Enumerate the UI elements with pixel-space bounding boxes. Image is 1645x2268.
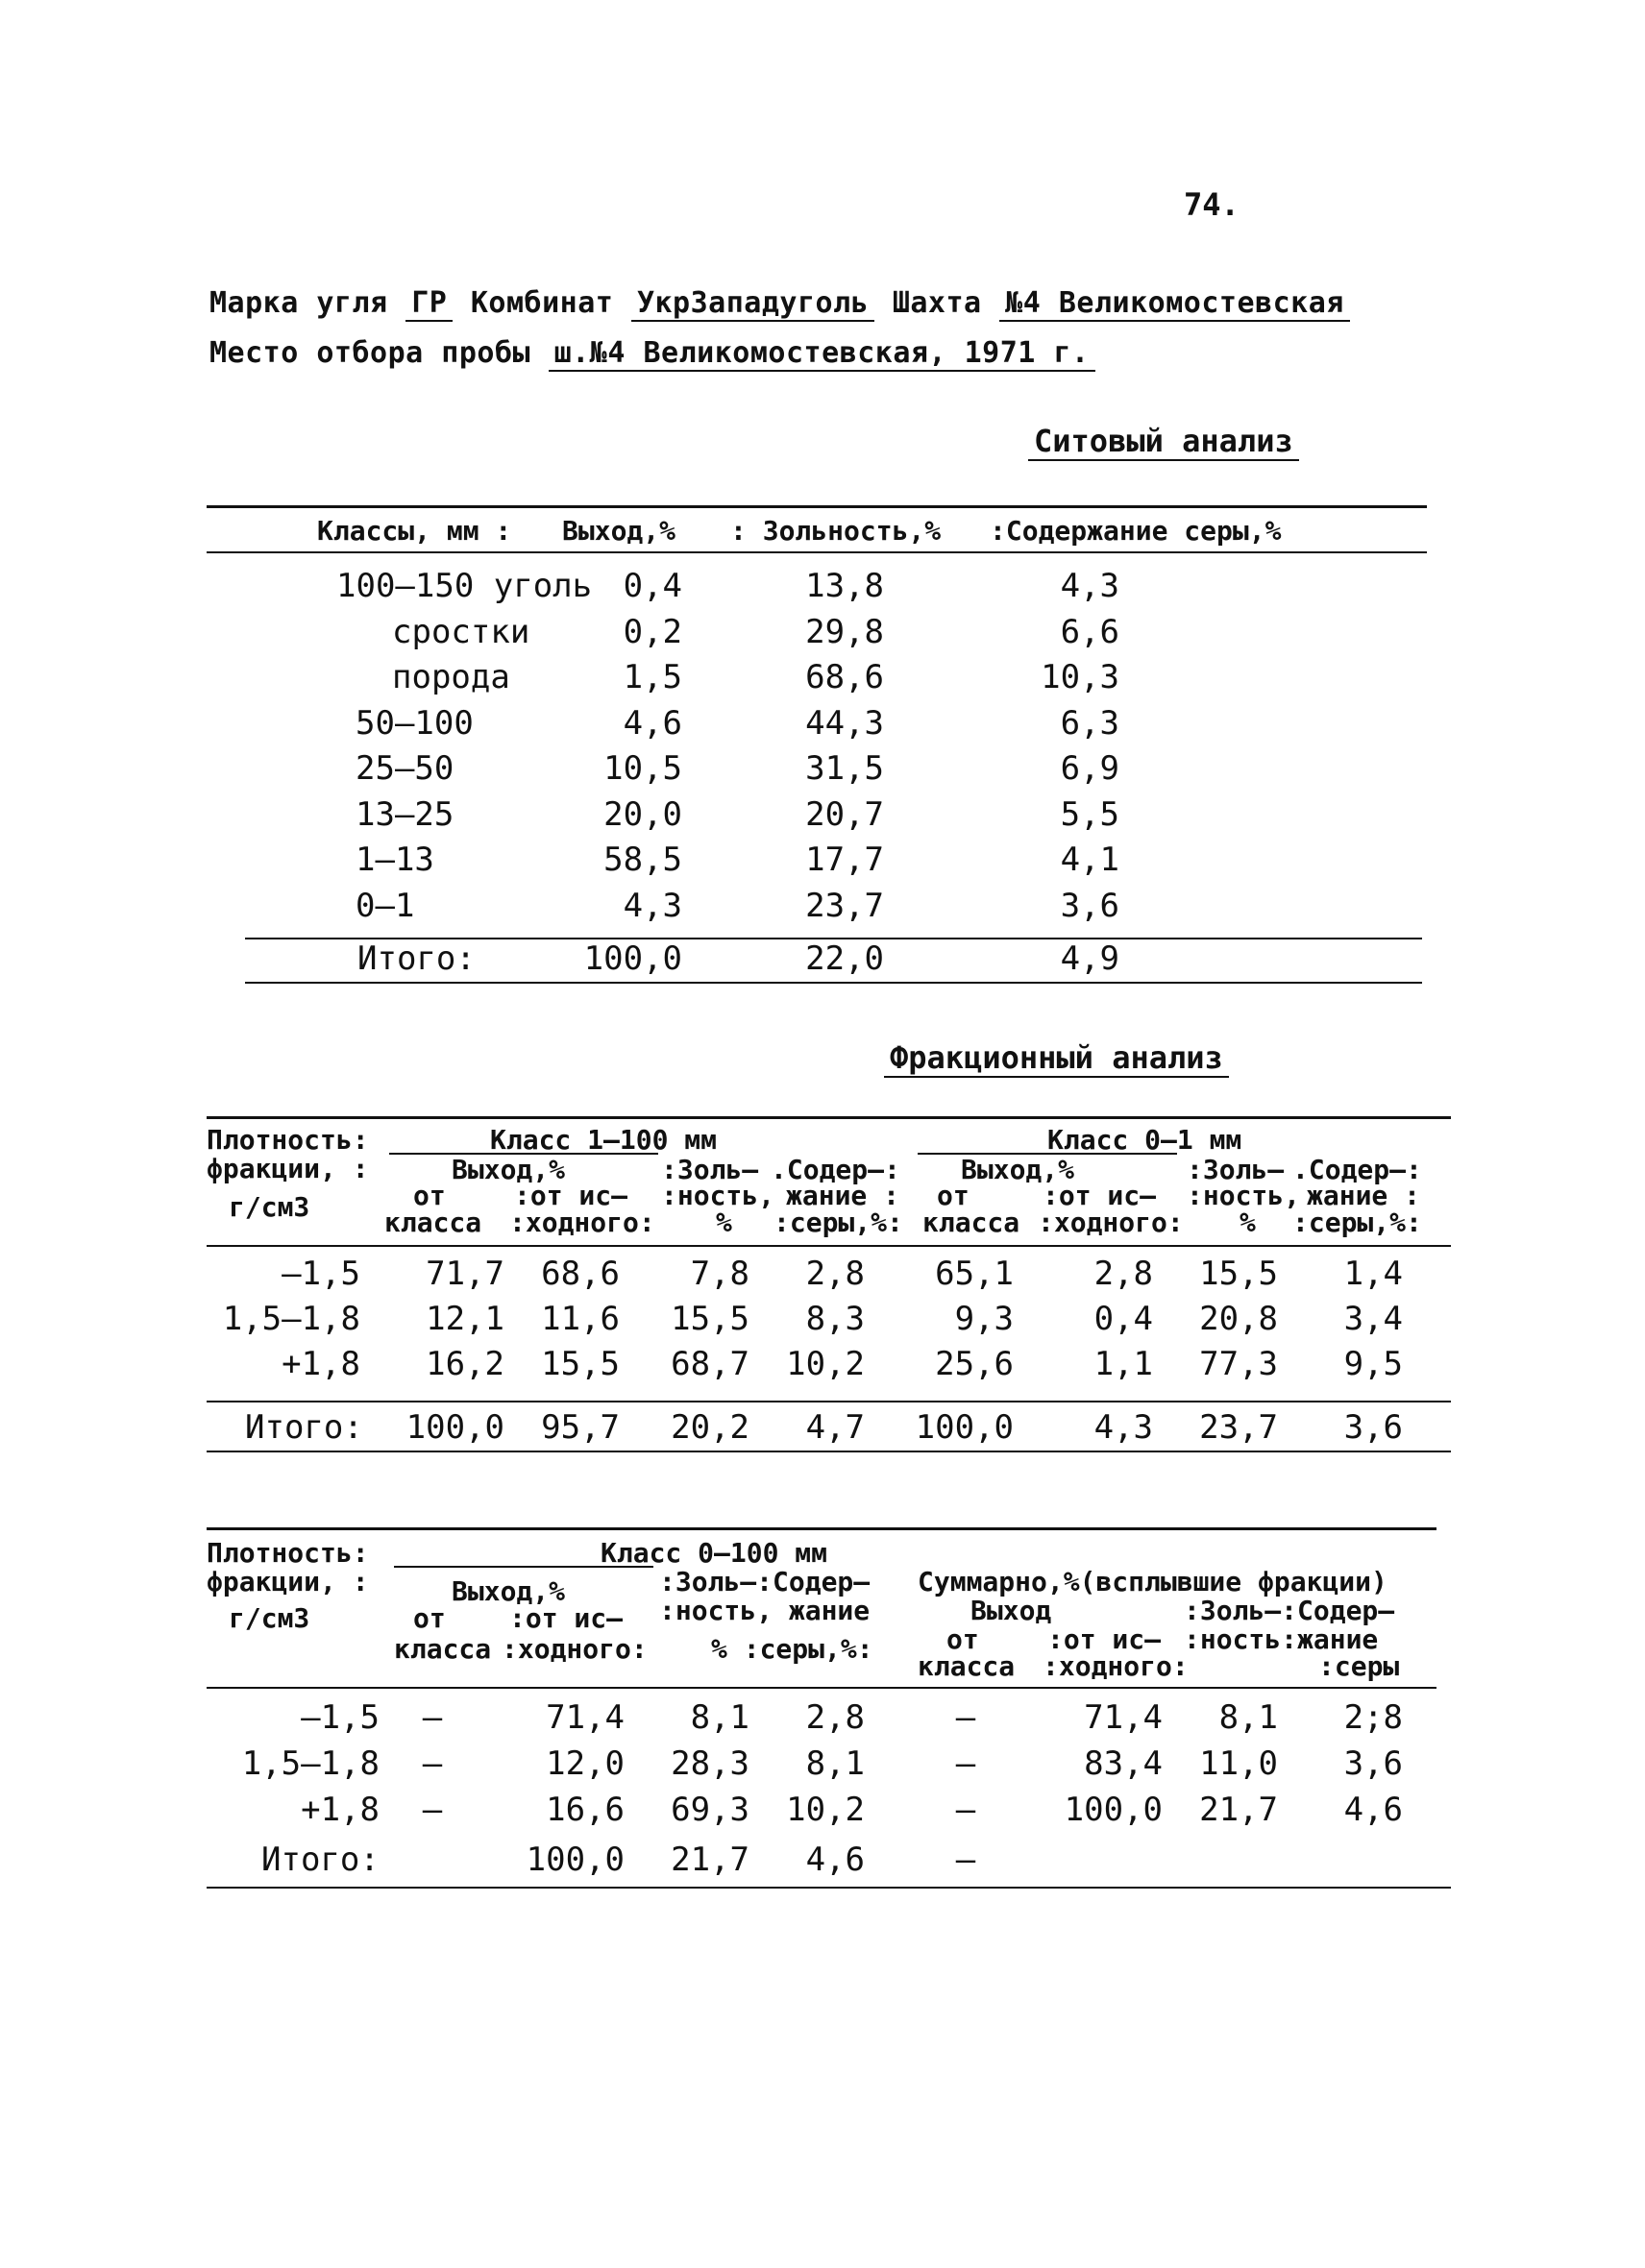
combined-cumulative-head: Суммарно,%(всплывшие фракции): [918, 1566, 1387, 1597]
fraction-density-head-1: Плотность:: [207, 1124, 369, 1156]
sieve-yield-cell: 0,4: [623, 567, 682, 605]
fraction-total-yield-class: 100,0: [405, 1408, 504, 1447]
combined-cum-from-class: от: [946, 1623, 979, 1655]
combined-cum-class-word: класса: [918, 1650, 1016, 1682]
combined-bottom-rule: [207, 1887, 1451, 1889]
combined-cum-yield-source-cell: 83,4: [1084, 1744, 1163, 1783]
combined-density-cell: 1,5–1,8: [241, 1744, 380, 1783]
fraction-total-sulfur: 4,7: [805, 1408, 865, 1447]
sieve-class-cell: порода: [392, 658, 510, 696]
sieve-ash-cell: 44,3: [805, 703, 884, 743]
combined-total-cum: –: [955, 1841, 976, 1879]
combined-total-yield: 100,0: [526, 1841, 625, 1879]
combined-cum-yield-head: Выход: [970, 1595, 1052, 1626]
sieve-bottom-rule: [245, 982, 1422, 984]
sieve-ash-cell: 20,7: [805, 794, 884, 834]
fraction-ash-cell: 68,7: [671, 1345, 749, 1383]
fraction-sulfur-head-1a: .Содер–:: [771, 1154, 900, 1185]
fraction-ash-head-2b: :ность,: [1187, 1180, 1301, 1211]
combined-ash-head-1: :Золь–:Содер–: [659, 1566, 871, 1597]
fraction-class-word-2: класса: [922, 1207, 1020, 1238]
combined-cum-from-source: :от ис–: [1047, 1623, 1162, 1655]
fraction-title: Фракционный анализ: [884, 1039, 1229, 1078]
sieve-yield-cell: 10,5: [603, 749, 682, 788]
sieve-ash-cell: 68,6: [805, 658, 884, 696]
combined-yield-source-cell: 16,6: [546, 1791, 625, 1829]
fraction-from-class-1: от: [413, 1180, 446, 1211]
fraction-density-cell: –1,5: [282, 1255, 360, 1293]
fraction-ash-head-2c: %: [1240, 1207, 1256, 1238]
place-value: ш.№4 Великомостевская, 1971 г.: [549, 336, 1095, 372]
sieve-ash-cell: 29,8: [805, 612, 884, 651]
fraction-ash-cell: 7,8: [690, 1255, 749, 1293]
combined-cum-sulfur-cell: 3,6: [1343, 1744, 1403, 1783]
combine-value: УкрЗападуголь: [631, 286, 874, 322]
combined-yield-class-cell: –: [422, 1698, 443, 1737]
sieve-sulfur-cell: 4,3: [1060, 567, 1119, 605]
fraction-ash-head-1b: :ность,: [661, 1180, 775, 1211]
combined-sulfur-cell: 2,8: [805, 1698, 865, 1737]
sieve-ash-cell: 13,8: [805, 567, 884, 605]
combined-ash-cell: 69,3: [671, 1791, 749, 1829]
fraction-head-rule: [207, 1245, 1451, 1247]
combined-sulfur-cell: 8,1: [805, 1744, 865, 1783]
combined-cum-sulfur-cell: 4,6: [1343, 1791, 1403, 1829]
fraction-total-rule: [207, 1401, 1451, 1402]
fraction-yield-class-cell: 71,7: [426, 1255, 504, 1293]
fraction-ash-2-cell: 77,3: [1199, 1345, 1278, 1383]
fraction-density-head-2: фракции, :: [207, 1153, 369, 1184]
combined-cum-yield-class-cell: –: [955, 1744, 976, 1783]
sieve-class-cell: 1–13: [356, 841, 434, 879]
combined-density-cell: –1,5: [301, 1698, 380, 1737]
brand-value: ГР: [405, 286, 453, 322]
sieve-total-ash: 22,0: [805, 939, 884, 978]
sieve-sulfur-cell: 3,6: [1060, 886, 1119, 925]
mine-label: Шахта: [892, 286, 982, 320]
fraction-total-yield-class-2: 100,0: [915, 1408, 1014, 1447]
combined-from-class: от: [413, 1602, 446, 1634]
fraction-yield2-head: Выход,%: [961, 1154, 1075, 1185]
combined-ash-cell: 8,1: [690, 1698, 749, 1737]
fraction-class2-head: Класс 0–1 мм: [1047, 1124, 1242, 1156]
combined-yield-source-cell: 71,4: [546, 1698, 625, 1737]
sieve-col-sulfur: :Содержание серы,%: [990, 515, 1282, 547]
sieve-ash-cell: 31,5: [805, 749, 884, 788]
combined-cum-cols-2: :ность:жание: [1184, 1623, 1379, 1655]
combined-yield-class-cell: –: [422, 1744, 443, 1783]
fraction-sulfur-cell: 10,2: [786, 1345, 865, 1383]
fraction-ash-head-2a: :Золь–: [1187, 1154, 1285, 1185]
combined-head-rule: [207, 1687, 1436, 1689]
combined-from-source: :от ис–: [509, 1602, 624, 1634]
combined-class-word: класса: [394, 1633, 492, 1665]
fraction-sulfur-head-2a: .Содер–:: [1292, 1154, 1422, 1185]
fraction-sulfur-2-cell: 1,4: [1343, 1255, 1403, 1293]
combined-total-sulfur: 4,6: [805, 1841, 865, 1879]
fraction-ash-cell: 15,5: [671, 1300, 749, 1338]
combined-density-head-3: г/см3: [229, 1602, 310, 1634]
fraction-total-ash: 20,2: [671, 1408, 749, 1447]
fraction-yield-class-cell: 12,1: [426, 1300, 504, 1338]
fraction-yield-source-2-cell: 0,4: [1093, 1300, 1153, 1338]
combined-ash-head-3: % :серы,%:: [711, 1633, 873, 1665]
sieve-class-cell: 100–150 уголь: [336, 567, 593, 605]
fraction-sulfur-cell: 8,3: [805, 1300, 865, 1338]
fraction-density-head-3: г/см3: [229, 1191, 310, 1223]
combined-yield-head: Выход,%: [452, 1575, 566, 1607]
fraction-source-word-1: :ходного:: [509, 1207, 655, 1238]
fraction-yield-class-2-cell: 65,1: [935, 1255, 1014, 1293]
sieve-class-cell: 25–50: [356, 749, 454, 788]
combined-cum-yield-source-cell: 100,0: [1064, 1791, 1163, 1829]
fraction-sulfur-cell: 2,8: [805, 1255, 865, 1293]
sieve-ash-cell: 17,7: [805, 841, 884, 879]
sieve-total-label: Итого:: [357, 939, 476, 978]
combined-class-head: Класс 0–100 мм: [601, 1537, 828, 1569]
sieve-class-cell: сростки: [392, 612, 530, 651]
combined-cum-source-word: :ходного:: [1043, 1650, 1189, 1682]
combined-cum-yield-source-cell: 71,4: [1084, 1698, 1163, 1737]
combined-top-rule: [207, 1527, 1436, 1530]
combined-cum-cols-3: :серы: [1318, 1650, 1400, 1682]
combined-source-word: :ходного:: [502, 1633, 648, 1665]
sieve-title: Ситовый анализ: [1028, 423, 1299, 461]
fraction-sulfur-head-1c: :серы,%:: [773, 1207, 903, 1238]
combine-label: Комбинат: [470, 286, 614, 320]
fraction-yield-source-2-cell: 2,8: [1093, 1255, 1153, 1293]
fraction-yield-source-cell: 68,6: [541, 1255, 620, 1293]
sieve-sulfur-cell: 5,5: [1060, 794, 1119, 834]
place-label: Место отбора пробы: [209, 336, 531, 370]
sieve-class-cell: 0–1: [356, 886, 415, 925]
fraction-bottom-rule: [207, 1451, 1451, 1452]
fraction-ash-head-1c: %: [716, 1207, 732, 1238]
sieve-yield-cell: 0,2: [623, 612, 682, 651]
sieve-sulfur-cell: 6,6: [1060, 612, 1119, 651]
combined-cum-yield-class-cell: –: [955, 1698, 976, 1737]
combined-total-ash: 21,7: [671, 1841, 749, 1879]
mine-value: №4 Великомостевская: [999, 286, 1350, 322]
fraction-density-cell: 1,5–1,8: [222, 1300, 360, 1338]
fraction-yield-source-cell: 11,6: [541, 1300, 620, 1338]
fraction-sulfur-head-2b: жание :: [1307, 1180, 1421, 1211]
combined-ash-head-2: :ность, жание: [659, 1595, 871, 1626]
combined-yield-source-cell: 12,0: [546, 1744, 625, 1783]
header-line-1: [209, 286, 1350, 320]
fraction-ash-head-1a: :Золь–: [661, 1154, 759, 1185]
sieve-yield-cell: 4,6: [623, 703, 682, 743]
fraction-top-rule: [207, 1116, 1451, 1119]
combined-cum-cols-1: :Золь–:Содер–: [1184, 1595, 1395, 1626]
sieve-sulfur-cell: 6,9: [1060, 749, 1119, 788]
fraction-sulfur-2-cell: 3,4: [1343, 1300, 1403, 1338]
combined-cum-yield-class-cell: –: [955, 1791, 976, 1829]
fraction-total-sulfur-2: 3,6: [1343, 1408, 1403, 1447]
sieve-yield-cell: 1,5: [623, 658, 682, 696]
fraction-yield-class-2-cell: 25,6: [935, 1345, 1014, 1383]
fraction-yield-class-cell: 16,2: [426, 1345, 504, 1383]
combined-density-head-2: фракции, :: [207, 1566, 369, 1597]
brand-label: Марка угля: [209, 286, 388, 320]
fraction-ash-2-cell: 15,5: [1199, 1255, 1278, 1293]
fraction-total-label: Итого:: [245, 1408, 363, 1447]
fraction-density-cell: +1,8: [282, 1345, 360, 1383]
fraction-class1-head: Класс 1–100 мм: [490, 1124, 718, 1156]
fraction-ash-2-cell: 20,8: [1199, 1300, 1278, 1338]
sieve-sulfur-cell: 10,3: [1041, 658, 1119, 696]
combined-total-label: Итого:: [261, 1841, 380, 1879]
combined-cum-sulfur-cell: 2;8: [1343, 1698, 1403, 1737]
combined-density-head-1: Плотность:: [207, 1537, 369, 1569]
sieve-sulfur-cell: 6,3: [1060, 703, 1119, 743]
fraction-from-class-2: от: [937, 1180, 970, 1211]
sieve-head-rule: [207, 551, 1427, 553]
sieve-yield-cell: 20,0: [603, 794, 682, 834]
combined-ash-cell: 28,3: [671, 1744, 749, 1783]
sieve-class-cell: 50–100: [356, 703, 474, 743]
sieve-sulfur-cell: 4,1: [1060, 841, 1119, 879]
fraction-yield1-head: Выход,%: [452, 1154, 566, 1185]
combined-cum-ash-cell: 11,0: [1199, 1744, 1278, 1783]
fraction-yield-source-cell: 15,5: [541, 1345, 620, 1383]
fraction-from-source-2: :от ис–: [1043, 1180, 1157, 1211]
combined-sulfur-cell: 10,2: [786, 1791, 865, 1829]
combined-cum-ash-cell: 8,1: [1218, 1698, 1278, 1737]
fraction-yield-class-2-cell: 9,3: [954, 1300, 1014, 1338]
fraction-sulfur-head-2c: :серы,%:: [1292, 1207, 1422, 1238]
sieve-class-cell: 13–25: [356, 794, 454, 834]
fraction-sulfur-2-cell: 9,5: [1343, 1345, 1403, 1383]
fraction-from-source-1: :от ис–: [514, 1180, 628, 1211]
sieve-total-yield: 100,0: [583, 939, 682, 978]
fraction-yield-source-2-cell: 1,1: [1093, 1345, 1153, 1383]
fraction-total-ash-2: 23,7: [1199, 1408, 1278, 1447]
fraction-class-word-1: класса: [384, 1207, 482, 1238]
sieve-col-class: Классы, мм :: [317, 515, 512, 547]
fraction-sulfur-head-1b: жание :: [786, 1180, 900, 1211]
fraction-source-word-2: :ходного:: [1038, 1207, 1184, 1238]
sieve-ash-cell: 23,7: [805, 886, 884, 925]
sieve-col-yield: Выход,%: [562, 515, 676, 547]
fraction-total-yield-source: 95,7: [541, 1408, 620, 1447]
page-number: 74.: [1184, 186, 1240, 223]
fraction-total-yield-source-2: 4,3: [1093, 1408, 1153, 1447]
combined-yield-rule: [394, 1566, 653, 1568]
sieve-yield-cell: 4,3: [623, 886, 682, 925]
sieve-top-rule: [207, 505, 1427, 508]
combined-density-cell: +1,8: [301, 1791, 380, 1829]
header-line-2: [209, 336, 1095, 370]
sieve-yield-cell: 58,5: [603, 841, 682, 879]
combined-cum-ash-cell: 21,7: [1199, 1791, 1278, 1829]
combined-yield-class-cell: –: [422, 1791, 443, 1829]
sieve-total-sulfur: 4,9: [1060, 939, 1119, 978]
sieve-col-ash: : Зольность,%: [730, 515, 942, 547]
